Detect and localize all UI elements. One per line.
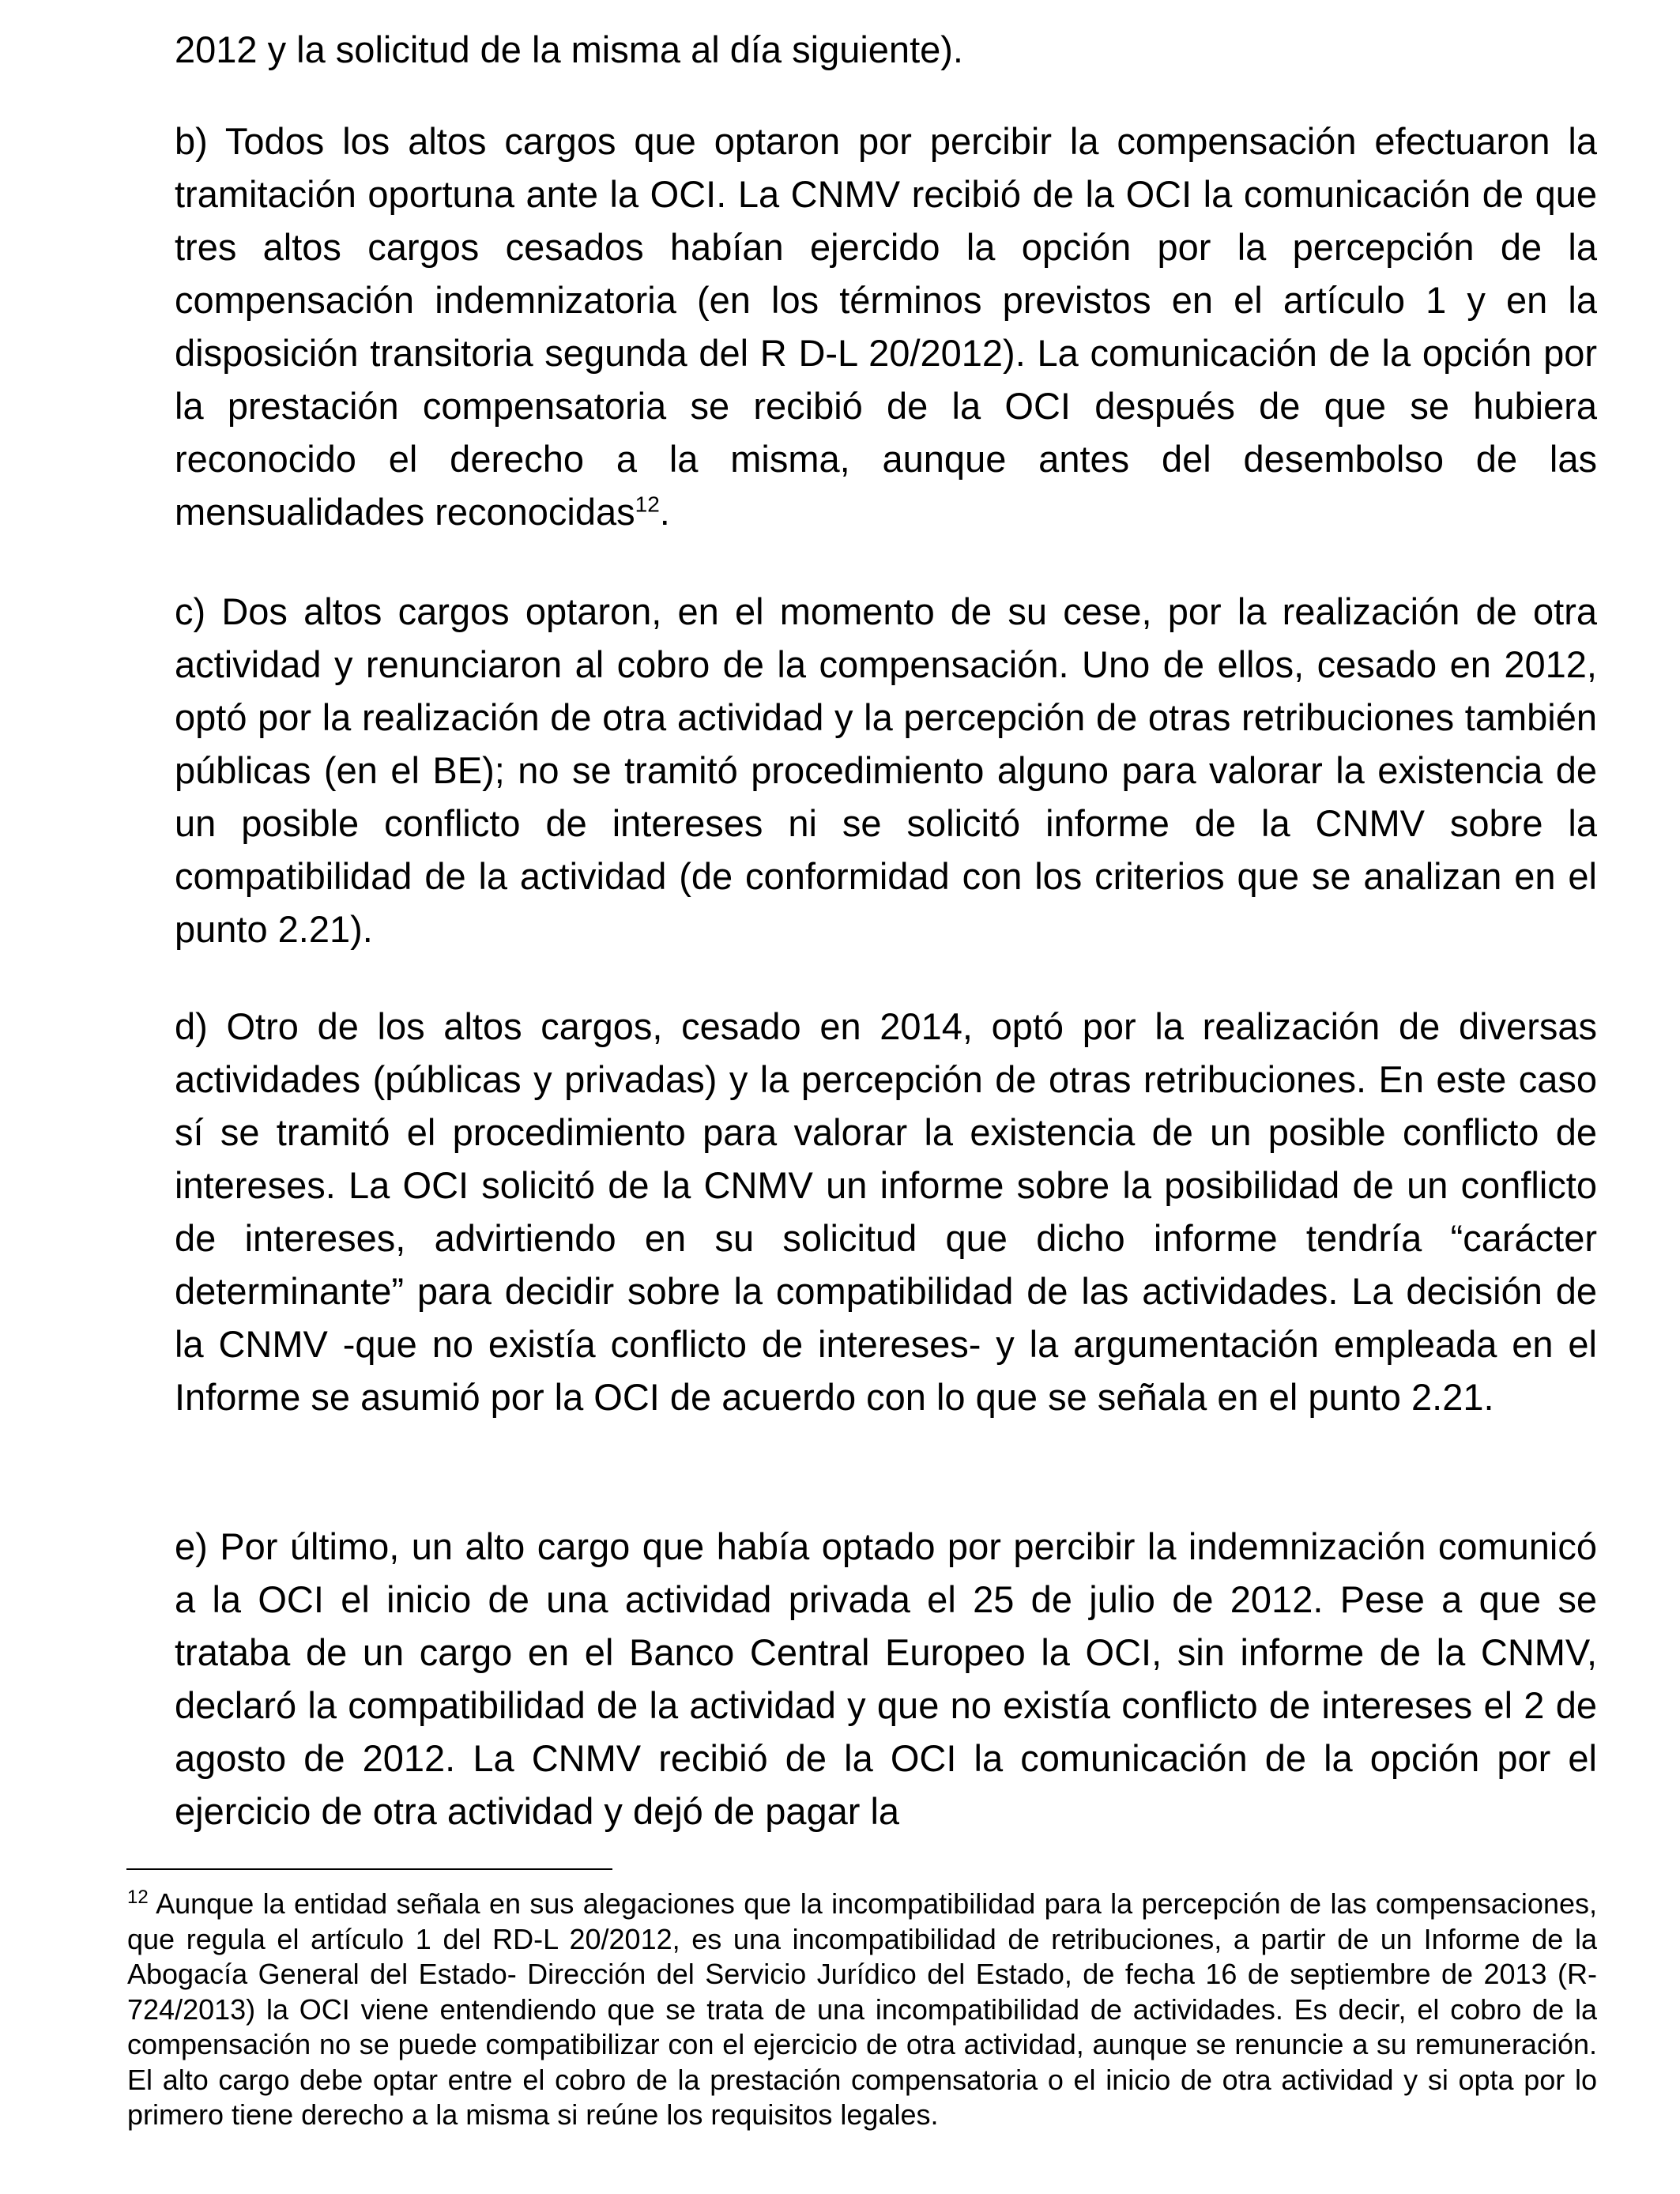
paragraph-c: c) Dos altos cargos optaron, en el momento de su cese, por la realización de otra actividad y renunciaron al cobro de la compensación. Uno de ellos, cesado en 2012, optó por la realización de otra actividad y la percepción de otras retribuciones también públicas (en el BE); no se tramitó procedimiento alguno para valorar la existencia de un posible conflicto de intereses ni se solicitó informe de la CNMV sobre la compatibilidad de la actividad (de conformidad con los criterios que se analizan en el punto 2.21). [175, 590, 1597, 950]
intro-text: 2012 y la solicitud de la misma al día siguiente). [175, 28, 963, 70]
paragraph-b-end: . [659, 491, 670, 533]
footnote-text: Aunque la entidad señala en sus alegaciones que la incompatibilidad para la percepción de las compensaciones, que regula el artículo 1 del RD-L 20/2012, es una incompatibilidad de retribuciones, a partir de un Informe de la Abogacía General del Estado- Dirección del Servicio Jurídico del Estado, de fecha 16 de septiembre de 2013 (R-724/2013) la OCI viene entendiendo que se trata de una incompatibilidad de actividades. Es decir, el cobro de la compensación no se puede compatibilizar con el ejercicio de otra actividad, aunque se renuncie a su remuneración. El alto cargo debe optar entre el cobro de la prestación compensatoria o el inicio de otra actividad y si opta por lo primero tiene derecho a la misma si reúne los requisitos legales. [127, 1887, 1597, 2131]
paragraph-b [175, 115, 1597, 538]
footnote-12 [127, 1887, 1597, 2133]
footnote-number: 12 [127, 1887, 149, 1908]
paragraph-e: e) Por último, un alto cargo que había optado por percibir la indemnización comunicó a la OCI el inicio de una actividad privada el 25 de julio de 2012. Pese a que se trataba de un cargo en el Banco Central Europeo la OCI, sin informe de la CNMV, declaró la compatibilidad de la actividad y que no existía conflicto de intereses el 2 de agosto de 2012. La CNMV recibió de la OCI la comunicación de la opción por el ejercicio de otra actividad y dejó de pagar la [175, 1525, 1597, 1832]
footnote-reference-12[interactable]: 12 [635, 492, 660, 517]
footnote-separator [126, 1868, 612, 1870]
paragraph-b-text: b) Todos los altos cargos que optaron por percibir la compensación efectuaron la tramitación oportuna ante la OCI. La CNMV recibió de la OCI la comunicación de que tres altos cargos cesados habían ejercido la opción por la percepción de la compensación indemnizatoria (en los términos previstos en el artículo 1 y en la disposición transitoria segunda del R D-L 20/2012). La comunicación de la opción por la prestación compensatoria se recibió de la OCI después de que se hubiera reconocido el derecho a la misma, aunque antes del desembolso de las mensualidades reconocidas [175, 120, 1597, 533]
paragraph-d: d) Otro de los altos cargos, cesado en 2014, optó por la realización de diversas actividades (públicas y privadas) y la percepción de otras retribuciones. En este caso sí se tramitó el procedimiento para valorar la existencia de un posible conflicto de intereses. La OCI solicitó de la CNMV un informe sobre la posibilidad de un conflicto de intereses, advirtiendo en su solicitud que dicho informe tendría “carácter determinante” para decidir sobre la compatibilidad de las actividades. La decisión de la CNMV -que no existía conflicto de intereses- y la argumentación empleada en el Informe se asumió por la OCI de acuerdo con lo que se señala en el punto 2.21. [175, 1005, 1597, 1418]
